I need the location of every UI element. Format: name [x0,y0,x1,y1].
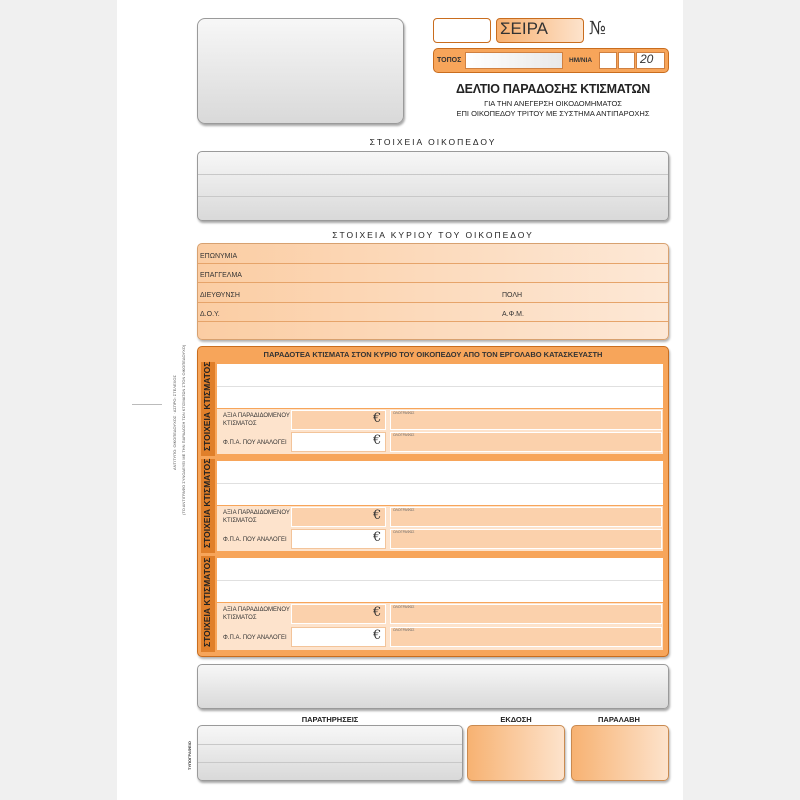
year-prefix: 20 [640,52,654,66]
side-divider [132,404,162,405]
series-no-box [433,18,491,43]
euro-sign: € [373,605,382,620]
date-day-field[interactable] [599,52,617,69]
printer-side-label: ΤΥΠΟΓΡΑΦΕΙΟ [187,741,192,770]
owner-address-label: ΔΙΕΥΘΥΝΣΗ [200,292,240,299]
euro-sign: € [373,530,382,545]
value-label-line2: ΚΤΙΣΜΑΤΟΣ [223,421,257,427]
in-words-label: ΟΛΟΓΡΑΦΩΣ [393,605,415,609]
value-amount-field[interactable] [291,410,386,430]
series-label: ΣΕΙΡΑ [500,19,548,38]
place-label: ΤΟΠΟΣ [437,57,462,64]
in-words-label: ΟΛΟΓΡΑΦΩΣ [393,433,415,437]
value-label-line1: ΑΞΙΑ ΠΑΡΑΔΙΔΟΜΕΝΟΥ [223,607,290,613]
copy-note-text: (ΤΟ ΑΝΤΙΓΡΑΦΟ ΣΥΝΟΔΕΥΕΙ ΜΕ ΤΗΝ ΠΑΡΑΔΟΣΗ ΤΩΝ ΚΤΙΣΜΑΤΩΝ ΣΤΟΝ ΟΙΚΟΠΕΔΟΥΧΟ) [181,344,186,515]
copy-destination-text: ΑΝΤΙΤΥΠΟ: ΟΙΚΟΠΕΔΟΥΧΟΣ · ΑΣΠΡΟ: ΣΤΕΛΕΧΟΣ [172,375,177,470]
in-words-label: ΟΛΟΓΡΑΦΩΣ [393,530,415,534]
value-amount-field[interactable] [291,604,386,624]
euro-sign: € [373,508,382,523]
in-words-label: ΟΛΟΓΡΑΦΩΣ [393,411,415,415]
vat-words-field[interactable] [390,432,662,452]
owner-tax-office-label: Δ.Ο.Υ. [200,311,220,318]
building-block-2 [201,459,665,553]
vat-amount-field[interactable] [291,627,386,647]
building-block-1 [201,362,665,456]
value-label-line2: ΚΤΙΣΜΑΤΟΣ [223,615,257,621]
receipt-label: ΠΑΡΑΛΑΒΗ [598,715,640,724]
vat-amount-field[interactable] [291,529,386,549]
document-title: ΔΕΛΤΙΟ ΠΑΡΑΔΟΣΗΣ ΚΤΙΣΜΑΤΩΝ [456,82,650,96]
document-subtitle-2: ΕΠΙ ΟΙΚΟΠΕΔΟΥ ΤΡΙΤΟΥ ΜΕ ΣΥΣΤΗΜΑ ΑΝΤΙΠΑΡΟΧΗΣ [456,109,650,118]
plot-section-title: ΣΤΟΙΧΕΙΑ ΟΙΚΟΠΕΔΟΥ [369,137,497,147]
value-label-line2: ΚΤΙΣΜΑΤΟΣ [223,518,257,524]
place-field[interactable] [465,52,563,69]
value-label-line1: ΑΞΙΑ ΠΑΡΑΔΙΔΟΜΕΝΟΥ [223,510,290,516]
number-label: № [589,18,607,39]
buildings-section-title: ΠΑΡΑΔΟΤΕΑ ΚΤΙΣΜΑΤΑ ΣΤΟΝ ΚΥΡΙΟ ΤΟΥ ΟΙΚΟΠΕΔΟΥ ΑΠΟ ΤΟΝ ΕΡΓΟΛΑΒΟ ΚΑΤΑΣΚΕΥΑΣΤΗ [263,350,603,359]
building-block-label: ΣΤΟΙΧΕΙΑ ΚΤΙΣΜΑΤΟΣ [202,557,212,647]
value-words-field[interactable] [390,507,662,527]
vat-label: Φ.Π.Α. ΠΟΥ ΑΝΑΛΟΓΕΙ [223,440,287,446]
document-subtitle-1: ΓΙΑ ΤΗΝ ΑΝΕΓΕΡΣΗ ΟΙΚΟΔΟΜΗΜΑΤΟΣ [484,99,622,108]
value-words-field[interactable] [390,604,662,624]
building-description-field[interactable] [217,461,663,505]
building-description-field[interactable] [217,364,663,408]
vat-amount-field[interactable] [291,432,386,452]
vat-label: Φ.Π.Α. ΠΟΥ ΑΝΑΛΟΓΕΙ [223,537,287,543]
value-label-line1: ΑΞΙΑ ΠΑΡΑΔΙΔΟΜΕΝΟΥ [223,413,290,419]
owner-city-label: ΠΟΛΗ [502,292,523,299]
value-words-field[interactable] [390,410,662,430]
remarks-box[interactable] [197,725,463,781]
in-words-label: ΟΛΟΓΡΑΦΩΣ [393,628,415,632]
building-description-field[interactable] [217,558,663,602]
vat-words-field[interactable] [390,627,662,647]
vat-words-field[interactable] [390,529,662,549]
owner-vat-label: Α.Φ.Μ. [502,311,524,318]
value-amount-field[interactable] [291,507,386,527]
logo-area [197,18,404,124]
owner-name-label: ΕΠΩΝΥΜΙΑ [200,253,238,260]
euro-sign: € [373,628,382,643]
owner-section-title: ΣΤΟΙΧΕΙΑ ΚΥΡΙΟΥ ΤΟΥ ΟΙΚΟΠΕΔΟΥ [332,230,534,240]
building-block-label: ΣΤΟΙΧΕΙΑ ΚΤΙΣΜΑΤΟΣ [202,458,212,548]
date-month-field[interactable] [618,52,635,69]
owner-details-box [197,243,669,340]
in-words-label: ΟΛΟΓΡΑΦΩΣ [393,508,415,512]
vat-label: Φ.Π.Α. ΠΟΥ ΑΝΑΛΟΓΕΙ [223,635,287,641]
euro-sign: € [373,411,382,426]
issue-label: ΕΚΔΟΣΗ [500,715,532,724]
notes-box[interactable] [197,664,669,709]
receipt-signature-box[interactable] [571,725,669,781]
plot-details-box[interactable] [197,151,669,221]
remarks-label: ΠΑΡΑΤΗΡΗΣΕΙΣ [301,715,359,724]
form-sheet [117,0,683,800]
building-block-3 [201,556,665,652]
owner-profession-label: ΕΠΑΓΓΕΛΜΑ [200,272,242,279]
date-label: ΗΜ/ΝΙΑ [569,57,593,64]
building-block-label: ΣΤΟΙΧΕΙΑ ΚΤΙΣΜΑΤΟΣ [202,361,212,451]
euro-sign: € [373,433,382,448]
issue-signature-box[interactable] [467,725,565,781]
